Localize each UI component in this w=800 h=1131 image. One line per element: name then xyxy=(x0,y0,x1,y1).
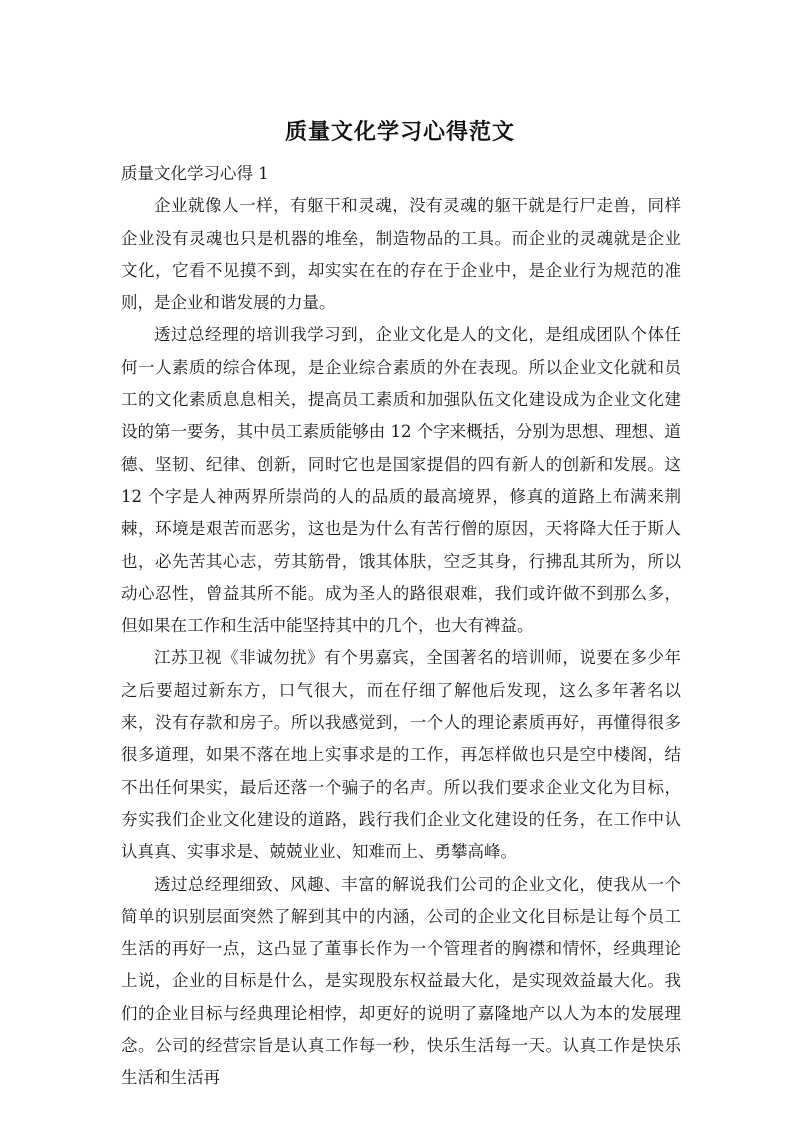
section-heading: 质量文化学习心得 1 xyxy=(121,164,269,183)
paragraph-2: 透过总经理的培训我学习到，企业文化是人的文化，是组成团队个体任何一人素质的综合体现，是企业综合素质的外在表现。所以企业文化就和员工的文化素质息息相关，提高员工素质和加强队伍文化建设成为企业文化建设的第一要务，其中员工素质能够由 12 个字来概括，分别为思想、理想、道德、坚韧、纪律、创新，同时它也是国家提倡的四有新人的创新和发展。这 12 个字是人神两界所崇尚的人的品质的最高境界，修真的道路上布满来荆棘，环境是艰苦而恶劣，这也是为什么有苦行僧的原因，天将降大任于斯人也，必先苦其心志，劳其筋骨，饿其体肤，空乏其身，行拂乱其所为，所以动心忍性，曾益其所不能。成为圣人的路很艰难，我们或许做不到那么多，但如果在工作和生活中能坚持其中的几个，也大有裨益。 xyxy=(121,325,681,636)
paragraph-1: 企业就像人一样，有躯干和灵魂，没有灵魂的躯干就是行尸走兽，同样企业没有灵魂也只是机器的堆垒，制造物品的工具。而企业的灵魂就是企业文化，它看不见摸不到，却实实在在的存在于企业中，是企业行为规范的准则，是企业和谐发展的力量。 xyxy=(121,196,681,313)
document-body xyxy=(121,158,681,1095)
paragraph-4: 透过总经理细致、风趣、丰富的解说我们公司的企业文化，使我从一个简单的识别层面突然了解到其中的内涵，公司的企业文化目标是让每个员工生活的再好一点，这凸显了董事长作为一个管理者的胸襟和情怀，经典理论上说，企业的目标是什么，是实现股东权益最大化，是实现效益最大化。我们的企业目标与经典理论相悖，却更好的说明了嘉隆地产以人为本的发展理念。公司的经营宗旨是认真工作每一秒，快乐生活每一天。认真工作是快乐生活和生活再 xyxy=(121,874,681,1088)
paragraph-3: 江苏卫视《非诚勿扰》有个男嘉宾，全国著名的培训师，说要在多少年之后要超过新东方，口气很大，而在仔细了解他后发现，这么多年著名以来，没有存款和房子。所以我感觉到，一个人的理论素质再好，再懂得很多很多道理，如果不落在地上实事求是的工作，再怎样做也只是空中楼阁，结不出任何果实，最后还落一个骗子的名声。所以我们要求企业文化为目标，夯实我们企业文化建设的道路，践行我们企业文化建设的任务，在工作中认认真真、实事求是、兢兢业业、知难而上、勇攀高峰。 xyxy=(121,648,681,862)
document-title: 质量文化学习心得范文 xyxy=(284,120,515,145)
